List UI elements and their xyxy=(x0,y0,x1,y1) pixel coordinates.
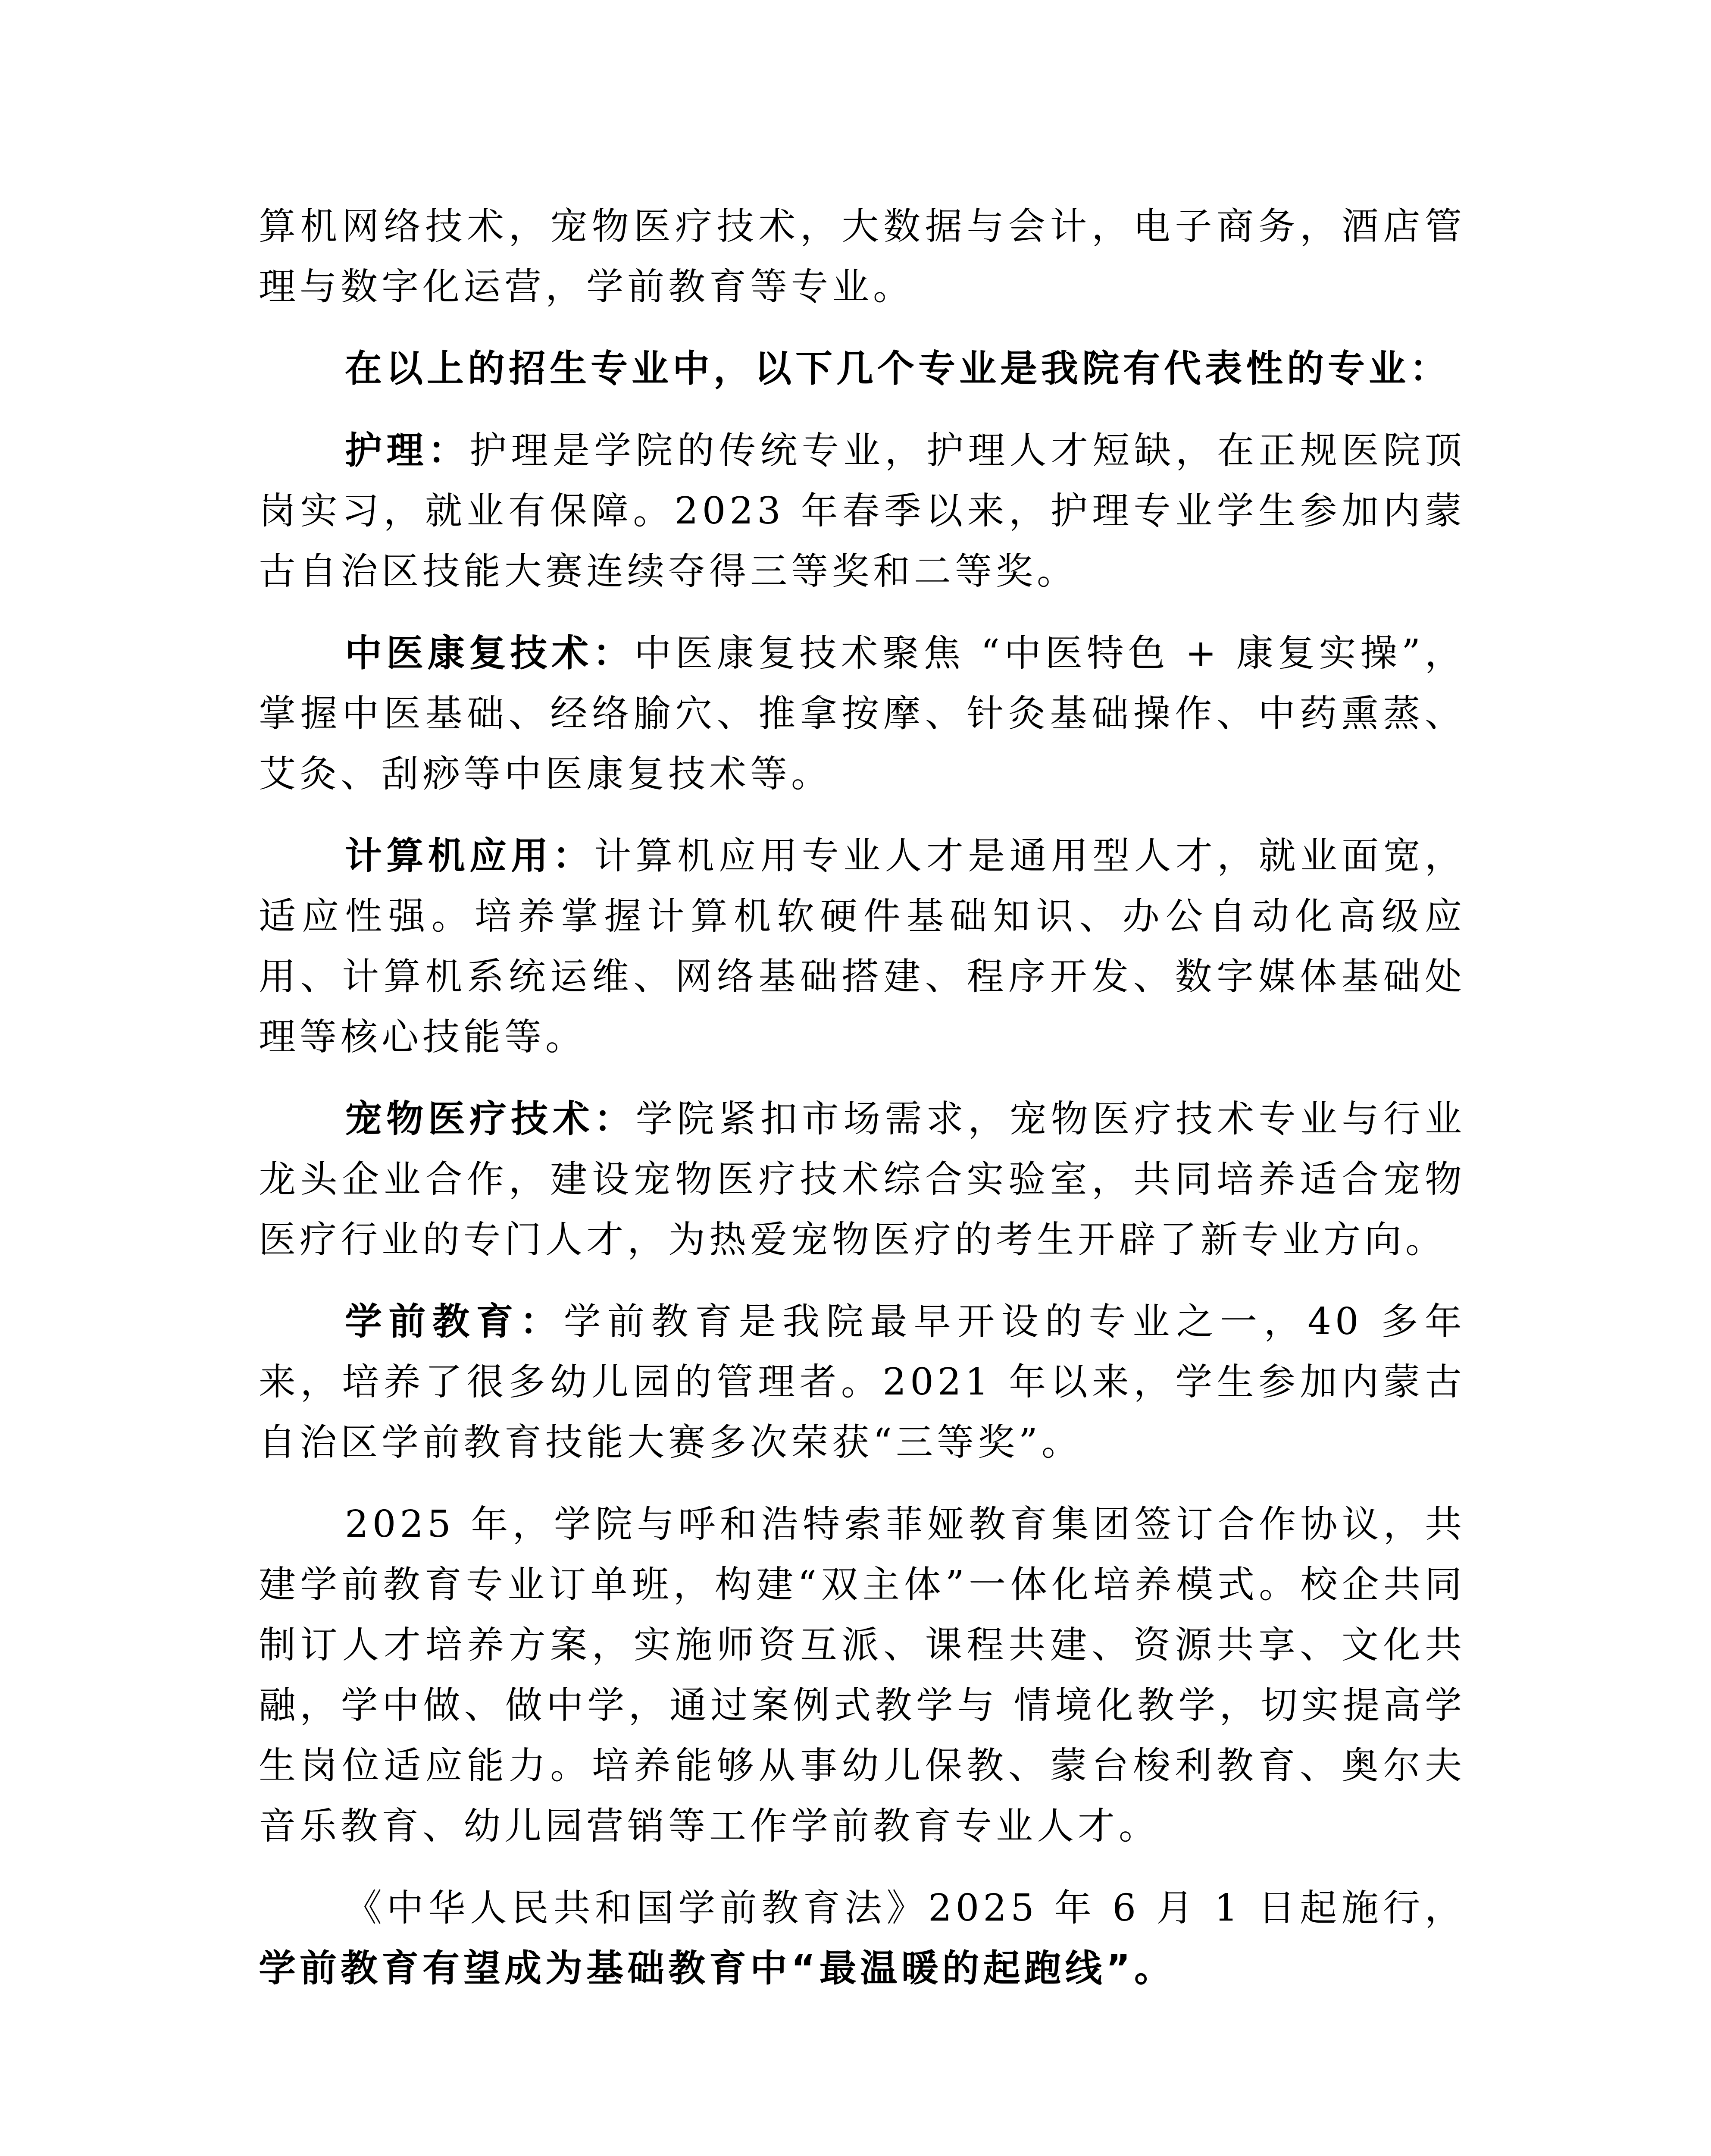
computer-application-text: 计算机应用专业人才是通用型人才，就业面宽，适应性强。培养掌握计算机软硬件基础知识、办公自动化高级应用、计算机系统运维、网络基础搭建、程序开发、数字媒体基础处理等核心技能等。 xyxy=(259,834,1466,1059)
preschool-education-text: 学前教育是我院最早开设的专业之一，40 多年来，培养了很多幼儿园的管理者。2021 年以来，学生参加内蒙古自治区学前教育技能大赛多次荣获“三等奖”。 xyxy=(259,1300,1466,1464)
paragraph-cooperation: 2025 年，学院与呼和浩特索菲娅教育集团签订合作协议，共建学前教育专业订单班，构建“双主体”一体化培养模式。校企共同制订人才培养方案，实施师资互派、课程共建、资源共享、文化共融，学中做、做中学，通过案例式教学与 情境化教学，切实提高学生岗位适应能力。培养能够从事幼儿保教、蒙台梭利教育、奥尔夫音乐教育、幼儿园营销等工作学前教育专业人才。 xyxy=(259,1503,1466,1848)
preschool-education-label: 学前教育： xyxy=(345,1300,564,1343)
paragraph-computer-application xyxy=(259,826,1466,1067)
nursing-label: 护理： xyxy=(345,429,470,472)
paragraph-representative-intro: 在以上的招生专业中，以下几个专业是我院有代表性的专业： xyxy=(345,347,1451,390)
preschool-law-emphasis: 学前教育有望成为基础教育中“最温暖的起跑线”。 xyxy=(259,1947,1176,1990)
preschool-law-text: 《中华人民共和国学前教育法》2025 年 6 月 1 日起施行， xyxy=(345,1887,1466,1930)
paragraph-pet-medical xyxy=(259,1089,1466,1270)
paragraph-preschool-education xyxy=(259,1291,1466,1473)
tcm-rehab-text: 中医康复技术聚焦 “中医特色 + 康复实操”，掌握中医基础、经络腧穴、推拿按摩、针灸基础操作、中药熏蒸、艾灸、刮痧等中医康复技术等。 xyxy=(259,632,1466,796)
paragraph-preschool-law xyxy=(259,1878,1466,1999)
document-body xyxy=(259,196,1466,1999)
pet-medical-label: 宠物医疗技术： xyxy=(345,1097,636,1141)
tcm-rehab-label: 中医康复技术： xyxy=(345,632,634,675)
paragraph-nursing xyxy=(259,420,1466,602)
paragraph-tcm-rehab xyxy=(259,623,1466,804)
nursing-text: 护理是学院的传统专业，护理人才短缺，在正规医院顶岗实习，就业有保障。2023 年春季以来，护理专业学生参加内蒙古自治区技能大赛连续夺得三等奖和二等奖。 xyxy=(259,429,1466,593)
computer-application-label: 计算机应用： xyxy=(345,834,594,877)
pet-medical-text: 学院紧扣市场需求，宠物医疗技术专业与行业龙头企业合作，建设宠物医疗技术综合实验室，共同培养适合宠物医疗行业的专门人才，为热爱宠物医疗的考生开辟了新专业方向。 xyxy=(259,1097,1466,1261)
paragraph-program-list: 算机网络技术，宠物医疗技术，大数据与会计，电子商务，酒店管理与数字化运营，学前教育等专业。 xyxy=(259,205,1466,308)
